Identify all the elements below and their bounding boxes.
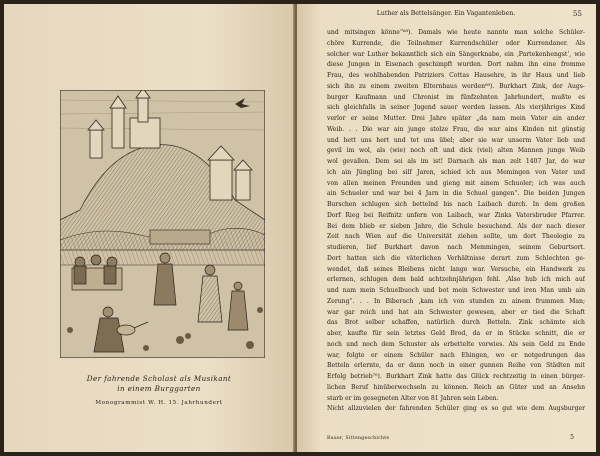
text-line: wendet, daß seines Bleibens nicht lange war. Versuche, ein Handwerk zu <box>327 265 585 273</box>
text-line: chöre Kurrende, die Teilnehmer Kurrendschüler oder Kurrendaner. Als <box>327 39 585 47</box>
left-page <box>4 4 295 452</box>
text-line: von allen meinen Freunden und gieng mit ainem Schuoler; ich was auch <box>327 179 585 187</box>
page-number: 55 <box>572 9 582 18</box>
text-line: und hett uns hert und tet uns übel; aber sie war unserm Vater lieb und <box>327 136 585 144</box>
text-line: burger Kaufmann und Chronist im fünfzehnten Jahrhundert, mußte es <box>327 93 585 101</box>
text-line: sich ihn zu einem zweiten Elternhaus werden⁶⁹). Burkhart Zink, der Augs- <box>327 82 585 90</box>
text-line: Zeit nach Wien auf die Universität ziehen sollte, um dort Theologie zu <box>327 233 585 241</box>
text-line: ain Schueler und war bei 4 Jarn in die Schuel gangen“. Die beiden Jungen <box>327 190 585 198</box>
text-line: verlor er seine Mutter. Drei Jahre später „da nam mein Vater ain ander <box>327 115 585 122</box>
text-line: diese Jungen in Eisenach geschimpft wurden. Dort nahm ihn eine fromme <box>327 61 585 69</box>
text-line: und mitsingen könne“⁶⁸). Damals wie heute nannte man solche Schüler- <box>327 29 585 36</box>
text-line: das Brot selber schaffen, natürlich durch Betteln. Zink schämte sich <box>327 319 585 327</box>
text-line: Bei dem blieb er sieben Jahre, die Schule besuchend. Als der nach dieser <box>327 222 585 230</box>
text-line: Frau, des wohlhabenden Patriziers Cottas Hausehre, in ihr Haus und lieb <box>327 72 585 79</box>
illustration-caption-line2: in einem Burggarten <box>117 384 201 393</box>
text-line: Betteln erlernte, da er dann noch in einer gunnen Reihe von Städten mit <box>327 362 585 370</box>
text-line: war, folgte er einem Schüler nach Ehingen, wo er notgedrungen das <box>327 351 585 359</box>
text-line: ich ain Jüngling bei silf Jaren, schied ich aus Memingen von Vater und <box>327 168 585 176</box>
text-line: starb er im gesegneten Alter von 81 Jahren sein Leben. <box>327 394 499 402</box>
text-line: Zerung“. . . In Biberach ‚kam ich von stunden zu ainem frummen Man; <box>327 297 585 305</box>
text-line: Dorf Rieg bei Reifnitz unfern von Laibach, war Zinks Vatersbruder Pfarrer. <box>327 211 585 219</box>
signature-mark: 5 <box>570 434 574 441</box>
text-line: Burschen schlugen sich bettelnd bis nach Laibach durch. In dem großen <box>327 201 585 208</box>
text-line: und nam mein Schuelbuoch und bot mein Schwester und iren Man umb ain <box>327 287 585 294</box>
woodcut-illustration <box>60 90 265 358</box>
text-line: sich gleichfalls in seiner Jugend sauer werden lassen. Als vierjähriges Kind <box>327 104 585 112</box>
text-line: war gar reich und hat ain Schwester gewesen, aber er tied die Schaft <box>327 308 585 316</box>
text-line: Dort hatten sich die väterlichen Verhältnisse derart zum Schlechten ge- <box>327 254 585 262</box>
text-line: solcher war Luther bekanntlich sich ein Sängerknabe, ein ‚Partekenhengst‘, wie <box>327 50 585 58</box>
text-line: wol gevallen. Dem sei als im ist! Darnach als man zelt 1407 Jar, do war <box>327 158 585 165</box>
text-line: Erfolg betrieb⁷⁰). Burkhart Zink hatte das Glück rechtzeitig in einen bürger- <box>327 373 585 380</box>
text-line: studieren, lief Burkhart davon nach Memmingen, seinem Geburtsort. <box>327 244 585 251</box>
castle-garden-engraving <box>60 90 265 358</box>
text-line: noch und noch dem Schuster als erbettelte vorwies. Als sein Geld zu Ende <box>327 340 585 348</box>
text-line: Nicht allzuvielen der fahrenden Schüler ging es so gut wie dem Augsburger <box>327 405 585 413</box>
text-line: Weib. . . Die war ain junge stolze Frau, die war ains Kinden nit günstig <box>327 125 585 133</box>
text-line: lichen Beruf hinüberwechseln zu können. Reich an Güter und an Ansehn <box>327 383 585 391</box>
right-page <box>297 4 596 452</box>
body-text <box>327 28 585 415</box>
illustration-caption: Der fahrende Scholast als Musikant <box>86 374 232 383</box>
text-line: gevil im wol, als (wie) noch oft und dick (viel) alten Mannen junge Weib <box>327 147 585 155</box>
footer-source: Bauer, Sittengeschichte <box>327 436 390 441</box>
illustration-credit: Monogrammist W. H. 15. Jahrhundert <box>95 400 223 406</box>
running-head: Luther als Bettelsänger. Ein Vagantenleben. <box>376 10 516 17</box>
text-line: erlernen, schlugen dem bald achtzehnjährigen fehl. ‚Also hub ich mich auf <box>327 276 585 284</box>
text-line: aber, kaufte für sein letztes Geld Brod, da er in Stücke schnitt, die er <box>327 330 585 337</box>
